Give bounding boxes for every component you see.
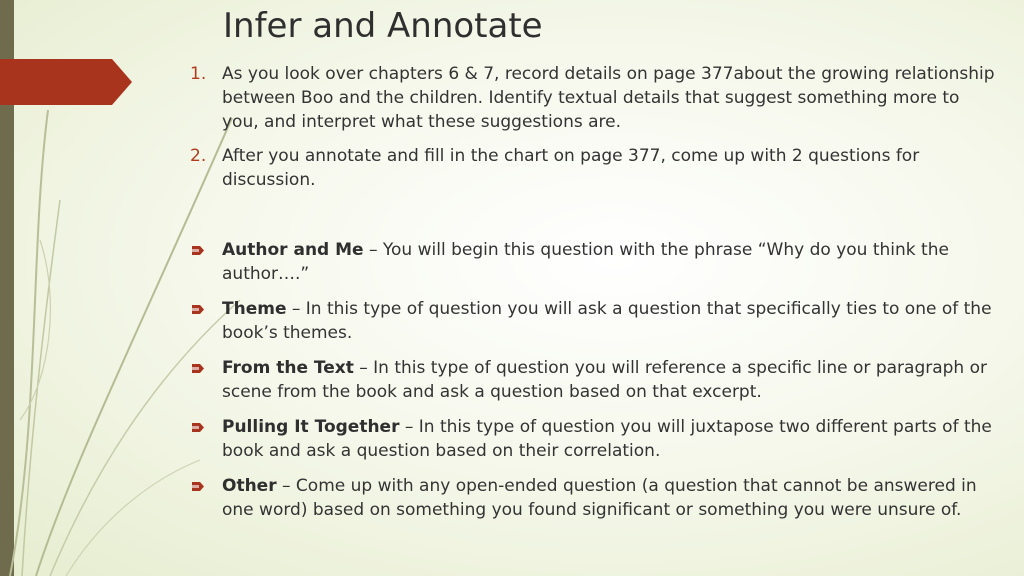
numbered-item (190, 144, 1000, 192)
question-type-list (190, 238, 1000, 533)
bullet-item (190, 297, 1000, 345)
arrow-bullet-icon (192, 423, 204, 432)
bullet-term: Theme (222, 299, 287, 319)
bullet-text: – You will begin this question with the phrase “Why do you think the author….” (222, 240, 949, 284)
bullet-item (190, 356, 1000, 404)
arrow-bullet-icon (192, 482, 204, 491)
bullet-text: – In this type of question you will juxtapose two different parts of the book and ask a question based on their correlation. (222, 417, 992, 461)
bullet-term: From the Text (222, 358, 354, 378)
title-accent-arrow (0, 59, 132, 105)
numbered-item (190, 62, 1000, 134)
bullet-item (190, 474, 1000, 522)
bullet-term: Author and Me (222, 240, 364, 260)
bullet-text: – Come up with any open-ended question (a question that cannot be answered in one word) based on something you found significant or something you were unsure of. (222, 476, 977, 520)
arrow-bullet-icon (192, 246, 204, 255)
item-number: 2. (190, 146, 207, 166)
numbered-list (190, 62, 1000, 202)
bullet-term: Other (222, 476, 277, 496)
slide-title: Infer and Annotate (223, 6, 543, 46)
bullet-text: – In this type of question you will reference a specific line or paragraph or scene from the book and ask a question based on that excerpt. (222, 358, 988, 402)
item-text: As you look over chapters 6 & 7, record details on page 377about the growing relationship between Boo and the children. Identify textual details that suggest something more to you, and interpret what these suggestions are. (222, 64, 995, 132)
item-number: 1. (190, 64, 207, 84)
bullet-text: – In this type of question you will ask a question that specifically ties to one of the book’s themes. (222, 299, 992, 343)
item-text: After you annotate and fill in the chart on page 377, come up with 2 questions for discussion. (222, 146, 920, 190)
bullet-term: Pulling It Together (222, 417, 400, 437)
arrow-bullet-icon (192, 305, 204, 314)
bullet-item (190, 238, 1000, 286)
bullet-item (190, 415, 1000, 463)
arrow-bullet-icon (192, 364, 204, 373)
